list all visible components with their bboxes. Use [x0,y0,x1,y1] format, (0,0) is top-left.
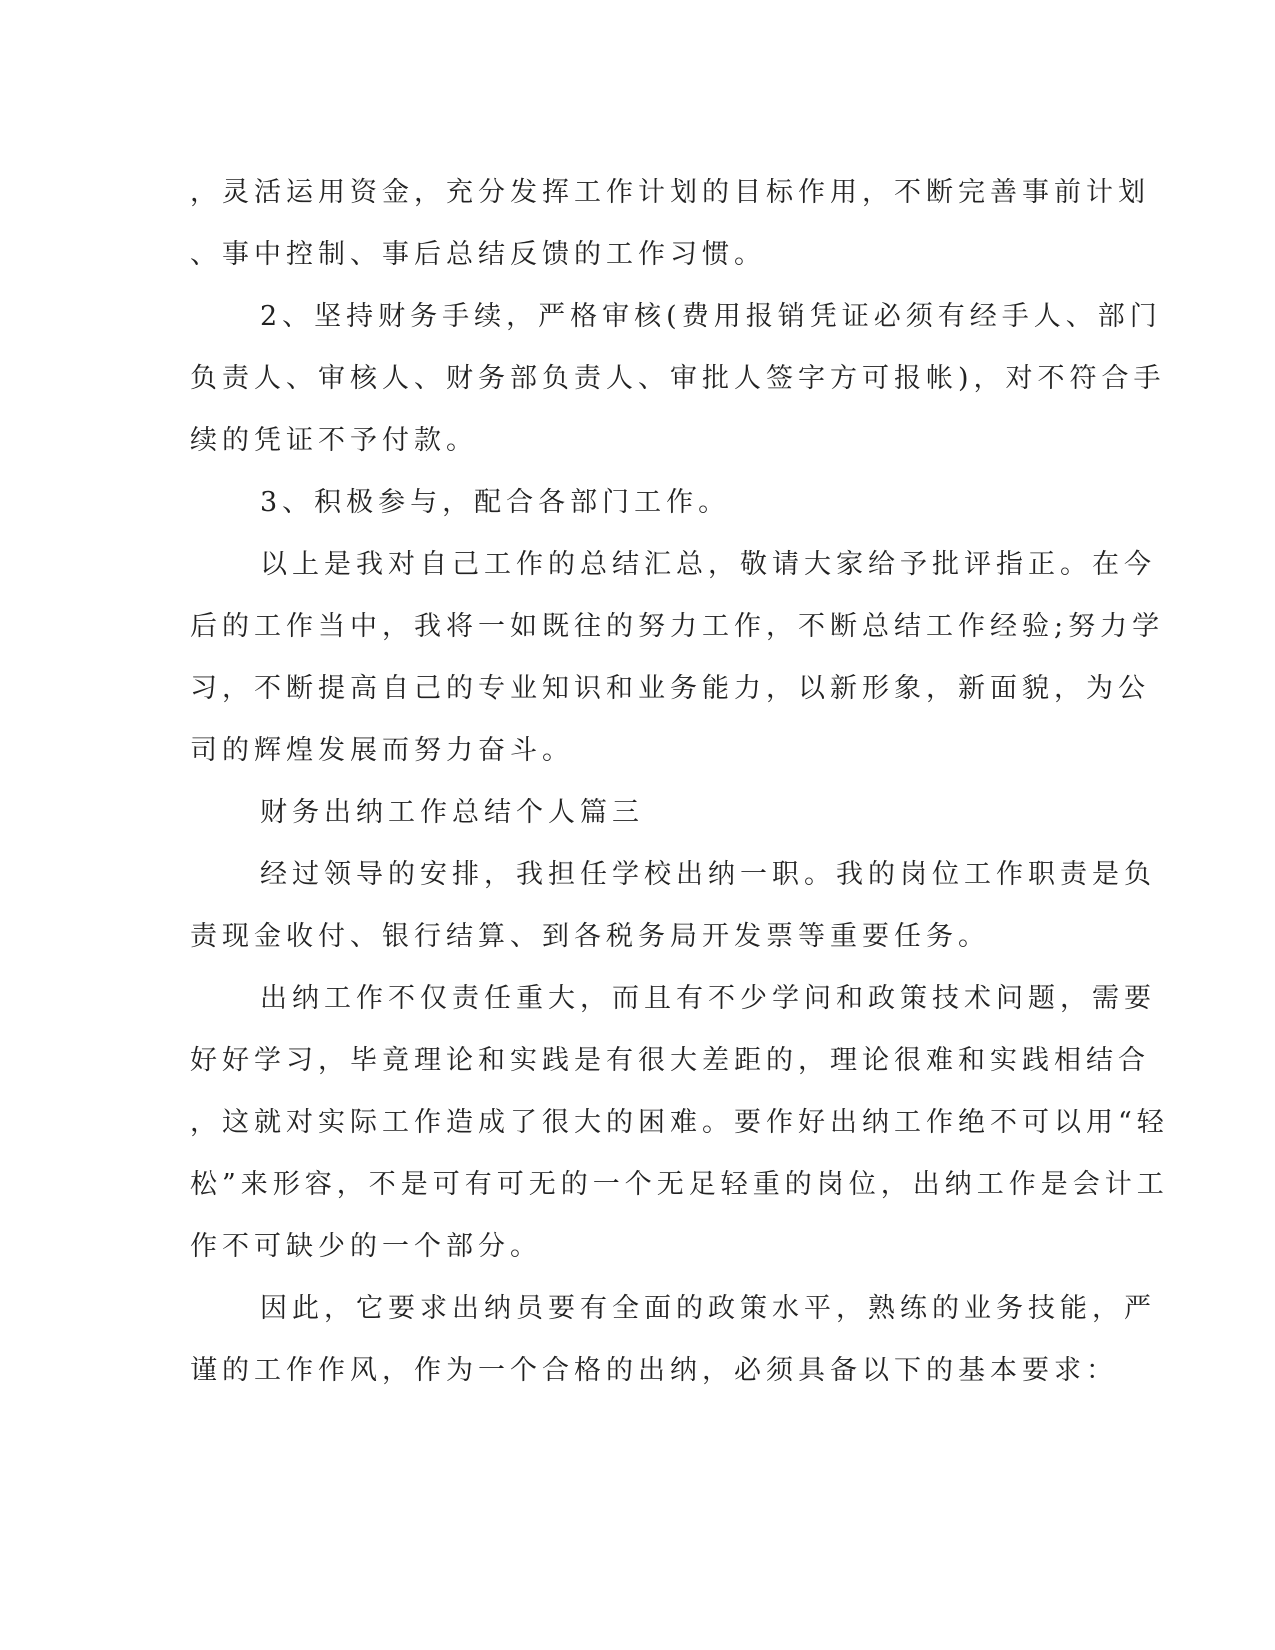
text-line: 3、积极参与，配合各部门工作。 [260,487,731,518]
document-body [190,162,1169,1402]
text-line: 作不可缺少的一个部分。 [190,1231,542,1262]
text-line: 习，不断提高自己的专业知识和业务能力，以新形象，新面貌，为公 [190,673,1150,704]
text-line: 责现金收付、银行结算、到各税务局开发票等重要任务。 [190,921,990,952]
text-line: 松”来形容，不是可有可无的一个无足轻重的岗位，出纳工作是会计工 [190,1169,1169,1200]
text-line: 续的凭证不予付款。 [190,425,478,456]
text-line: 因此，它要求出纳员要有全面的政策水平，熟练的业务技能，严 [260,1293,1156,1324]
text-line: 后的工作当中，我将一如既往的努力工作，不断总结工作经验;努力学 [190,611,1165,642]
text-line: ，这就对实际工作造成了很大的困难。要作好出纳工作绝不可以用“轻 [190,1107,1169,1138]
text-line: 以上是我对自己工作的总结汇总，敬请大家给予批评指正。在今 [260,549,1156,580]
text-line: ，灵活运用资金，充分发挥工作计划的目标作用，不断完善事前计划 [190,177,1150,208]
text-line: 负责人、审核人、财务部负责人、审批人签字方可报帐)，对不符合手 [190,363,1166,394]
text-line: 谨的工作作风，作为一个合格的出纳，必须具备以下的基本要求： [190,1355,1118,1386]
text-line: 好好学习，毕竟理论和实践是有很大差距的，理论很难和实践相结合 [190,1045,1150,1076]
section-heading: 财务出纳工作总结个人篇三 [260,797,644,828]
text-line: 、事中控制、事后总结反馈的工作习惯。 [190,239,766,270]
text-line: 2、坚持财务手续，严格审核(费用报销凭证必须有经手人、部门 [260,301,1162,332]
text-line: 出纳工作不仅责任重大，而且有不少学问和政策技术问题，需要 [260,983,1156,1014]
text-line: 经过领导的安排，我担任学校出纳一职。我的岗位工作职责是负 [260,859,1156,890]
text-line: 司的辉煌发展而努力奋斗。 [190,735,574,766]
